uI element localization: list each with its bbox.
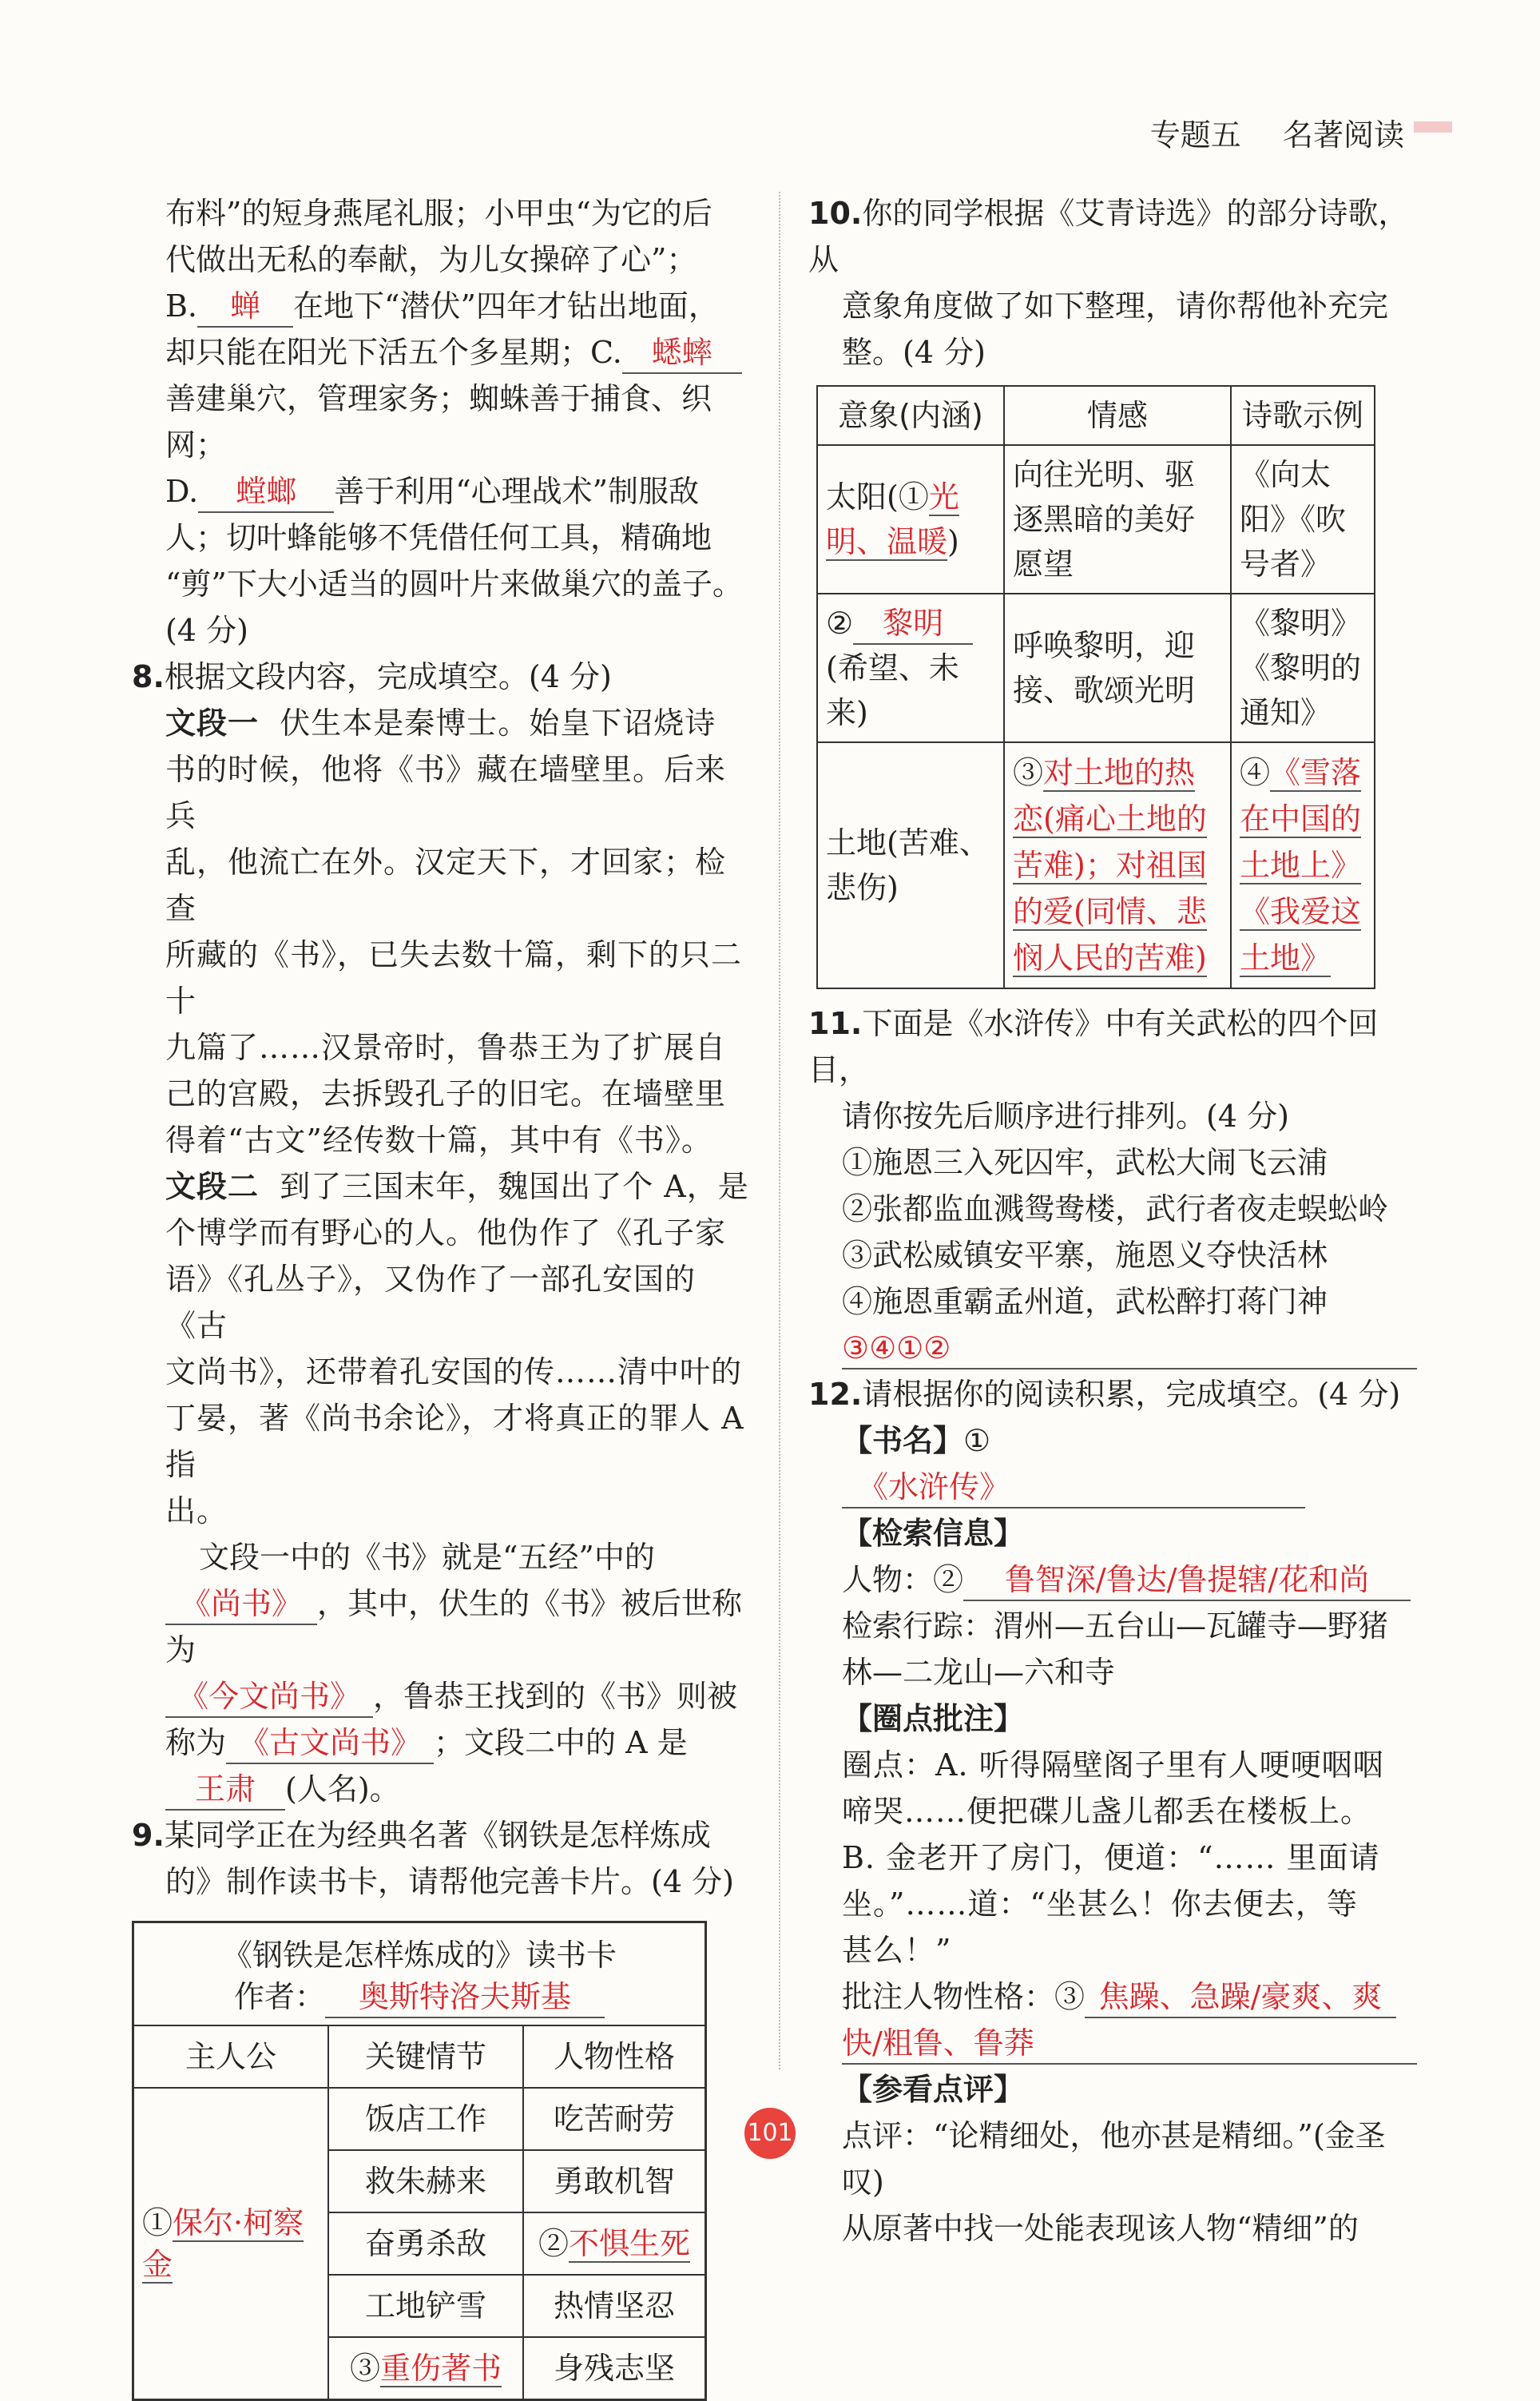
imagery-cell: 太阳(①光明、温暖) bbox=[817, 445, 1004, 594]
q12-note: B. 金老开了房门，便道：“…… 里面请 bbox=[842, 1840, 1380, 1875]
card-header: 主人公 bbox=[133, 2025, 329, 2088]
header-section: 专题五 bbox=[1149, 117, 1241, 153]
answer-b: 蝉 bbox=[197, 286, 293, 328]
q11-item: ③武松威镇安平寨，施恩义夺快活林 bbox=[842, 1238, 1328, 1273]
q8-passage-2-line: 丁晏，著《尚书余论》，才将真正的罪人 A 指 bbox=[165, 1401, 744, 1482]
q12-trait-line: 批注人物性格：③ 焦躁、急躁/豪爽、爽 bbox=[808, 1974, 1423, 2020]
q7-line-d: D. 螳螂 善于利用“心理战术”制服敌 bbox=[132, 468, 755, 515]
answer-guwen: 《古文尚书》 bbox=[226, 1723, 434, 1764]
page-header bbox=[1150, 110, 1404, 154]
answer-land-poems: 《雪落在中国的土地上》《我爱这土地》 bbox=[1240, 755, 1362, 976]
emotion-cell: ③对土地的热恋(痛心土地的苦难)；对祖国的爱(同情、悲悯人民的苦难) bbox=[1004, 742, 1231, 988]
q11-item: ④施恩重霸孟州道，武松醉打蒋门神 bbox=[842, 1284, 1328, 1319]
q8-passage-2-line: 语》《孔丛子》，又伪作了一部孔安国的《古 bbox=[165, 1262, 697, 1343]
card-header: 关键情节 bbox=[328, 2025, 523, 2088]
answer-book: 《水浒传》 bbox=[842, 1467, 1305, 1509]
q12-review-label: 【参看点评】 bbox=[842, 2072, 1025, 2107]
q12-note: 啼哭……便把碟儿盏儿都丢在楼板上。 bbox=[842, 1794, 1372, 1829]
answer-author: 奥斯特洛夫斯基 bbox=[325, 1977, 605, 2018]
poem-cell: 《黎明》《黎明的通知》 bbox=[1231, 594, 1375, 742]
card-trait: 勇敢机智 bbox=[523, 2150, 706, 2212]
q11-item: ②张都监血溅鸳鸯楼，武行者夜走蜈蚣岭 bbox=[842, 1191, 1389, 1226]
q8-prompt: 根据文段内容，完成填空。(4 分) bbox=[164, 659, 612, 694]
q12-prompt: 请根据你的阅读积累，完成填空。(4 分) bbox=[862, 1377, 1401, 1412]
q12-note: 坐。”……道：“坐甚么！你去便去，等 bbox=[842, 1886, 1358, 1922]
question-12 bbox=[808, 1371, 1423, 2252]
question-10 bbox=[808, 190, 1423, 989]
left-column bbox=[132, 190, 755, 2401]
imagery-table bbox=[816, 385, 1375, 989]
q11-item: ①施恩三入死囚牢，武松大闹飞云浦 bbox=[842, 1145, 1328, 1180]
card-plot: ③重伤著书 bbox=[328, 2337, 523, 2400]
q12-review: 点评：“论精细处，他亦甚是精细。”(金圣 bbox=[842, 2118, 1386, 2153]
answer-trait-2: 快/粗鲁、鲁莽 bbox=[842, 2023, 1417, 2065]
q8-fill-line: 《今文尚书》 ，鲁恭王找到的《书》则被 bbox=[132, 1673, 755, 1719]
question-11 bbox=[808, 1000, 1423, 1371]
q7-score: (4 分) bbox=[165, 613, 248, 648]
card-plot: 饭店工作 bbox=[328, 2088, 523, 2150]
answer-trait: 不惧生死 bbox=[569, 2226, 691, 2261]
answer-person: 鲁智深/鲁达/鲁提辖/花和尚 bbox=[963, 1560, 1411, 1601]
q11-prompt: 请你按先后顺序进行排列。(4 分) bbox=[842, 1099, 1289, 1134]
q12-number: 12. bbox=[808, 1377, 863, 1412]
answer-hero: 保尔·柯察金 bbox=[142, 2205, 304, 2282]
q12-trait-line bbox=[808, 2020, 1423, 2066]
q8-fill-line: 《尚书》 ，其中，伏生的《书》被后世称为 bbox=[132, 1580, 755, 1673]
q8-passage-1-line: 书的时候，他将《书》藏在墙壁里。后来兵 bbox=[165, 752, 727, 833]
reading-card bbox=[132, 1921, 707, 2401]
q8-passage-2-line: 个博学而有野心的人。他伪作了《孔子家 bbox=[165, 1215, 727, 1250]
emotion-cell: 呼唤黎明，迎接、歌颂光明 bbox=[1004, 594, 1231, 742]
card-header: 人物性格 bbox=[523, 2025, 706, 2088]
q8-passage-1-line: 文段一 伏生本是秦博士。始皇下诏烧诗 bbox=[165, 706, 716, 741]
q8-fill-line: 文段一中的《书》就是“五经”中的 bbox=[199, 1540, 655, 1575]
q10-number: 10. bbox=[808, 196, 863, 231]
card-hero-cell: ①保尔·柯察金 bbox=[133, 2088, 329, 2400]
q12-review: 从原著中找一处能表现该人物“精细”的 bbox=[842, 2211, 1359, 2246]
q8-fill-line: 王肃 (人名)。 bbox=[132, 1766, 755, 1812]
card-plot: 奋勇杀敌 bbox=[328, 2212, 523, 2275]
q11-prompt: 下面是《水浒传》中有关武松的四个回目， bbox=[808, 1006, 1379, 1087]
card-trait: 吃苦耐劳 bbox=[523, 2088, 706, 2150]
q7-line-c: 却只能在阳光下活五个多星期；C. 蟋蟀 bbox=[132, 329, 755, 376]
answer-wangsu: 王肃 bbox=[165, 1769, 285, 1811]
answer-d: 螳螂 bbox=[198, 471, 334, 513]
q12-note-label: 【圈点批注】 bbox=[842, 1701, 1025, 1736]
emotion-cell: 向往光明、驱逐黑暗的美好愿望 bbox=[1004, 445, 1231, 594]
q8-fill-line: 称为 《古文尚书》 ；文段二中的 A 是 bbox=[132, 1719, 755, 1766]
q7-line: 善建巢穴，管理家务；蜘蛛善于捕食、织网； bbox=[165, 381, 712, 463]
q10-prompt: 整。(4 分) bbox=[842, 335, 986, 370]
q7-line-b: B. 蝉 在地下“潜伏”四年才钻出地面， bbox=[132, 283, 755, 329]
q10-prompt: 意象角度做了如下整理，请你帮他补充完 bbox=[842, 288, 1389, 324]
imagery-header: 情感 bbox=[1004, 386, 1231, 445]
card-title-cell bbox=[133, 1922, 706, 2026]
card-title: 《钢铁是怎样炼成的》读书卡 bbox=[221, 1937, 617, 1973]
answer-c: 蟋蟀 bbox=[622, 332, 742, 374]
q8-passage-1-line: 所藏的《书》，已失去数十篇，剩下的只二十 bbox=[165, 937, 743, 1019]
poem-cell: 《向太阳》《吹号者》 bbox=[1231, 445, 1375, 594]
answer-sun: 光明、温暖 bbox=[826, 479, 959, 559]
q12-note: 圈点：A. 听得隔壁阁子里有人哽哽咽咽 bbox=[842, 1747, 1384, 1783]
right-column bbox=[808, 190, 1423, 2252]
q8-passage-1-line: 得着“古文”经传数十篇，其中有《书》。 bbox=[165, 1123, 712, 1158]
q7-line: 布料”的短身燕尾礼服；小甲虫“为它的后 bbox=[165, 196, 712, 231]
answer-trait-1: 焦躁、急躁/豪爽、爽 bbox=[1085, 1977, 1396, 2018]
q8-passage-1-line: 己的宫殿，去拆毁孔子的旧宅。在墙壁里 bbox=[165, 1076, 727, 1111]
question-7-continued bbox=[132, 190, 755, 654]
q7-line: 代做出无私的奉献，为儿女操碎了心”； bbox=[165, 242, 697, 277]
q12-review: 叹) bbox=[842, 2164, 884, 2200]
q12-route: 林—二龙山—六和寺 bbox=[842, 1655, 1116, 1690]
card-trait: 热情坚忍 bbox=[523, 2275, 706, 2337]
card-author: 作者： 奥斯特洛夫斯基 bbox=[135, 1976, 704, 2018]
q9-prompt: 某同学正在为经典名著《钢铁是怎样炼成 bbox=[164, 1818, 711, 1853]
q8-passage-2-line: 出。 bbox=[165, 1493, 228, 1528]
imagery-cell: 土地(苦难、悲伤) bbox=[817, 742, 1004, 988]
imagery-header: 诗歌示例 bbox=[1231, 386, 1375, 445]
answer-plot: 重伤著书 bbox=[380, 2351, 502, 2386]
header-title: 名著阅读 bbox=[1282, 117, 1404, 153]
q8-passage-1-line: 乱，他流亡在外。汉定天下，才回家；检查 bbox=[165, 845, 727, 926]
q7-line: “剪”下大小适当的圆叶片来做巢穴的盖子。 bbox=[165, 566, 743, 602]
answer-shangshu: 《尚书》 bbox=[165, 1584, 317, 1625]
card-trait: ②不惧生死 bbox=[523, 2212, 706, 2275]
q7-line: 人；切叶蜂能够不凭借任何工具，精确地 bbox=[165, 520, 712, 555]
card-plot: 工地铲雪 bbox=[328, 2275, 523, 2337]
card-plot: 救朱赫来 bbox=[328, 2150, 523, 2212]
q12-search-label: 【检索信息】 bbox=[842, 1516, 1025, 1551]
column-divider bbox=[779, 192, 780, 2069]
imagery-cell: ② 黎明 (希望、未来) bbox=[817, 594, 1004, 742]
q12-note: 甚么！” bbox=[842, 1933, 952, 1968]
q11-number: 11. bbox=[808, 1006, 863, 1041]
poem-cell: ④《雪落在中国的土地上》《我爱这土地》 bbox=[1231, 742, 1375, 988]
q9-number: 9. bbox=[132, 1818, 165, 1853]
q12-book-line: 【书名】①《水浒传》 bbox=[808, 1417, 1423, 1510]
header-decoration bbox=[1414, 121, 1452, 133]
page-number: 101 bbox=[744, 2108, 796, 2159]
answer-land-emotion: 对土地的热恋(痛心土地的苦难)；对祖国的爱(同情、悲悯人民的苦难) bbox=[1013, 755, 1207, 976]
q8-passage-2-line: 文尚书》，还带着孔安国的传……清中叶的 bbox=[165, 1354, 743, 1389]
q9-prompt: 的》制作读书卡，请帮他完善卡片。(4 分) bbox=[165, 1864, 734, 1899]
answer-dawn: 黎明 bbox=[853, 603, 973, 645]
answer-jinwen: 《今文尚书》 bbox=[165, 1676, 373, 1718]
card-trait: 身残志坚 bbox=[523, 2337, 706, 2400]
q8-passage-2-line: 文段二 到了三国末年，魏国出了个 A，是 bbox=[165, 1169, 749, 1204]
question-8 bbox=[132, 654, 755, 1812]
answer-order: ③④①② bbox=[842, 1328, 1417, 1369]
imagery-header: 意象(内涵) bbox=[817, 386, 1004, 445]
q12-route: 检索行踪：渭州—五台山—瓦罐寺—野猪 bbox=[842, 1608, 1389, 1644]
question-9 bbox=[132, 1812, 755, 2401]
q10-prompt: 你的同学根据《艾青诗选》的部分诗歌，从 bbox=[808, 196, 1409, 277]
q8-passage-1-line: 九篇了……汉景帝时，鲁恭王为了扩展自 bbox=[165, 1030, 727, 1065]
q8-number: 8. bbox=[132, 659, 165, 694]
q12-person-line: 人物：② 鲁智深/鲁达/鲁提辖/花和尚 bbox=[808, 1556, 1423, 1603]
